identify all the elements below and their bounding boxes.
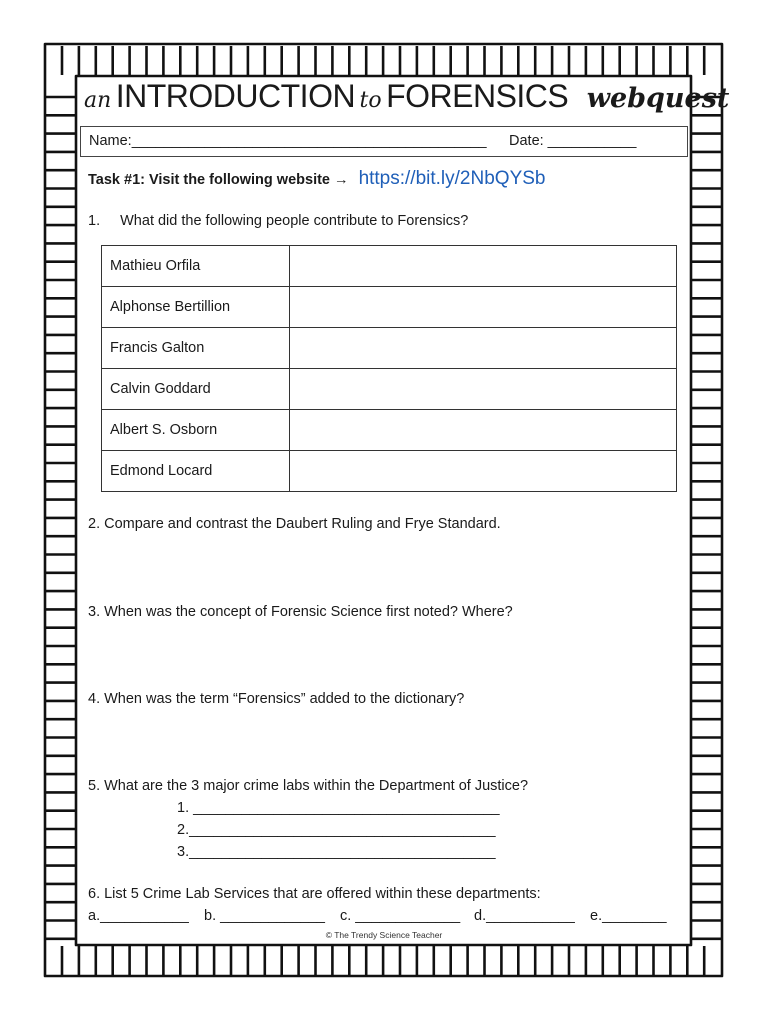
q5-answer-line-2[interactable]: 2.______________________________________ [177, 822, 496, 838]
table-row [102, 369, 677, 410]
table-row [102, 328, 677, 369]
answer-cell[interactable] [290, 246, 677, 287]
table-row [102, 246, 677, 287]
question-5: 5. What are the 3 major crime labs within the Department of Justice? [88, 778, 529, 794]
title-to: to [359, 88, 382, 113]
person-name: Francis Galton [102, 328, 290, 369]
date-field[interactable]: Date: ___________ [509, 133, 637, 149]
contributors-table [101, 245, 677, 492]
name-field[interactable]: Name:____________________________________________ [89, 133, 487, 149]
answer-cell[interactable] [290, 369, 677, 410]
q5-answer-line-3[interactable]: 3.______________________________________ [177, 844, 496, 860]
page-title [84, 80, 729, 112]
answer-cell[interactable] [290, 410, 677, 451]
title-forensics: FORENSICS [386, 78, 569, 114]
question-2: 2. Compare and contrast the Daubert Ruling and Frye Standard. [88, 516, 501, 532]
copyright-footer: © The Trendy Science Teacher [325, 930, 443, 940]
question-1 [88, 213, 468, 229]
question-3: 3. When was the concept of Forensic Science first noted? Where? [88, 604, 513, 620]
title-an: an [84, 88, 112, 113]
q6-blank-d[interactable]: d.___________ [474, 908, 575, 924]
question-1-text: What did the following people contribute to Forensics? [120, 213, 469, 229]
title-webquest: webquest [586, 83, 730, 114]
task1-line [88, 168, 545, 190]
question-1-number: 1. [88, 213, 101, 229]
table-row [102, 451, 677, 492]
person-name: Calvin Goddard [102, 369, 290, 410]
task1-label: Task #1: Visit the following website → [88, 172, 349, 188]
answer-cell[interactable] [290, 451, 677, 492]
person-name: Edmond Locard [102, 451, 290, 492]
q6-blank-a[interactable]: a.___________ [88, 908, 189, 924]
person-name: Alphonse Bertillion [102, 287, 290, 328]
q6-blank-b[interactable]: b. _____________ [204, 908, 325, 924]
q6-blank-c[interactable]: c. _____________ [340, 908, 461, 924]
table-row [102, 287, 677, 328]
name-date-box [80, 126, 688, 157]
q6-blank-e[interactable]: e.________ [590, 908, 667, 924]
answer-cell[interactable] [290, 328, 677, 369]
table-row [102, 410, 677, 451]
answer-cell[interactable] [290, 287, 677, 328]
person-name: Albert S. Osborn [102, 410, 290, 451]
task1-link[interactable]: https://bit.ly/2NbQYSb [358, 168, 546, 189]
q5-answer-line-1[interactable]: 1. ______________________________________ [177, 800, 500, 816]
question-4: 4. When was the term “Forensics” added to the dictionary? [88, 691, 465, 707]
question-6: 6. List 5 Crime Lab Services that are offered within these departments: [88, 886, 541, 902]
title-introduction: INTRODUCTION [115, 78, 356, 114]
person-name: Mathieu Orfila [102, 246, 290, 287]
